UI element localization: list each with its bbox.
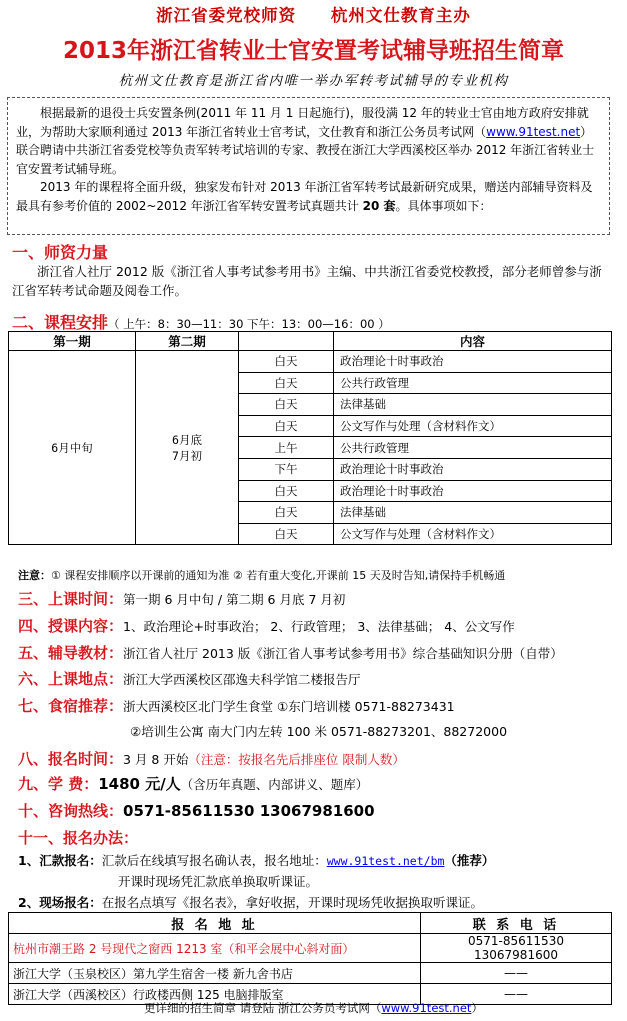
section-7-title: 七、食宿推荐： (18, 697, 124, 715)
col-header-time (239, 332, 334, 351)
intro-paragraph-1 (16, 104, 601, 178)
footer-link[interactable]: www.91test.net (381, 1001, 472, 1015)
col-header-address: 报 名 地 址 (9, 913, 421, 934)
hotline-numbers: 0571-85611530 13067981600 (123, 802, 375, 820)
section-4 (18, 615, 515, 636)
content-cell: 政治理论十时事政治 (334, 480, 612, 502)
section-5 (18, 642, 563, 663)
section-10 (18, 800, 375, 821)
tuition-price: 1480 元/人 (98, 775, 181, 793)
section-6-title: 六、上课地点： (18, 670, 124, 688)
section-9-title: 九、学 费： (18, 775, 99, 793)
section-1-body: 浙江省人社厅 2012 版《浙江省人事考试参考用书》主编、中共浙江省委党校教授，部分老师曾参与浙江省军转考试命题及阅卷工作。 (12, 264, 602, 298)
content-cell: 法律基础 (334, 502, 612, 524)
section-1-title: 一、师资力量 (12, 243, 109, 262)
section-6-body: 浙江大学西溪校区邵逸夫科学馆二楼报告厅 (123, 672, 361, 687)
page-title: 2013年浙江省转业士官安置考试辅导班招生简章 (62, 38, 564, 64)
note-label: 注意： (18, 569, 51, 582)
intro-paragraph-2 (16, 178, 601, 215)
section-4-body: 1、政治理论+时事政治； 2、行政管理； 3、法律基础； 4、公文写作 (123, 619, 515, 634)
time-cell: 白天 (239, 415, 334, 437)
footer-end: ） (471, 1001, 483, 1015)
method-1-line-2: 开课时现场凭汇款底单换取听课证。 (118, 874, 319, 889)
section-7-line-1: 浙大西溪校区北门学生食堂 ①东门培训楼 0571-88273431 (123, 699, 455, 714)
phone-cell: —— (421, 984, 612, 1005)
method-1 (18, 851, 494, 869)
time-cell: 白天 (239, 394, 334, 416)
registration-link[interactable]: www.91test.net/bm (326, 854, 445, 868)
time-cell: 白天 (239, 523, 334, 545)
intro-box (7, 97, 610, 235)
address-table (8, 912, 612, 1005)
address-cell: 浙江大学（玉泉校区）第九学生宿舍一楼 新九舍书店 (9, 963, 421, 984)
section-2-heading (12, 310, 390, 333)
section-10-title: 十、咨询热线： (18, 802, 124, 820)
table-row (9, 934, 612, 963)
address-cell: 杭州市潮王路 2 号现代之窗西 1213 室（和平会展中心斜对面） (9, 934, 421, 963)
method-1-text: 汇款后在线填写报名确认表，报名地址： (101, 853, 327, 868)
time-cell: 上午 (239, 437, 334, 459)
address-header-row (9, 913, 612, 934)
section-2-title: 二、课程安排 (12, 313, 109, 332)
content-cell: 法律基础 (334, 394, 612, 416)
content-cell: 政治理论十时事政治 (334, 351, 612, 373)
section-7-line-2: ②培训生公寓 南大门内左转 100 米 0571-88273201、88272000 (130, 724, 508, 739)
content-cell: 公文写作与处理（含材料作文） (334, 523, 612, 545)
section-7 (18, 695, 455, 716)
section-3-body: 第一期 6 月中旬 / 第二期 6 月底 7 月初 (123, 592, 346, 607)
content-cell: 公文写作与处理（含材料作文） (334, 415, 612, 437)
table-row (9, 963, 612, 984)
period-1-cell: 6月中旬 (9, 351, 136, 545)
section-4-title: 四、授课内容： (18, 617, 124, 635)
time-cell: 白天 (239, 502, 334, 524)
time-cell: 白天 (239, 372, 334, 394)
col-header-phone: 联 系 电 话 (421, 913, 612, 934)
time-cell: 下午 (239, 458, 334, 480)
intro-bold: 20 套 (362, 198, 396, 213)
footer-text: 更详细的招生简章 请登陆 浙江公务员考试网（ (144, 1001, 382, 1015)
section-5-title: 五、辅导教材： (18, 644, 124, 662)
schedule-header-row (9, 332, 612, 351)
col-header-period-1: 第一期 (9, 332, 136, 351)
period-2-cell (136, 351, 239, 545)
section-3 (18, 588, 345, 609)
intro-text: 根据最新的退役士兵安置条例(2011 年 11 月 1 日起施行)，服役满 12 年的转业士官由地方政府安排就业，为帮助大家顺利通过 2013 年浙江省转业士官考试，文仕教育和浙江公务员考试网（ (16, 106, 589, 139)
section-9 (18, 773, 368, 794)
section-8-title: 八、报名时间： (18, 750, 124, 768)
note-text: ① 课程安排顺序以开课前的通知为准 ② 若有重大变化,开课前 15 天及时告知,请保持手机畅通 (51, 569, 506, 582)
website-link[interactable]: www.91test.net (486, 124, 581, 139)
content-cell: 公共行政管理 (334, 437, 612, 459)
table-row (9, 351, 612, 373)
period-2-line-2: 7月初 (172, 448, 202, 463)
schedule-table (8, 331, 612, 545)
org-name-wenshi: 杭州文仕教育主办 (330, 6, 471, 25)
phone-cell: —— (421, 963, 612, 984)
footer (0, 1000, 627, 1016)
method-1-recommend: （推荐） (444, 853, 495, 868)
method-2 (18, 893, 483, 911)
method-2-label: 2、现场报名： (18, 895, 102, 910)
method-1-label: 1、汇款报名： (18, 853, 102, 868)
section-8-body: 3 月 8 开始 (123, 752, 189, 767)
col-header-content: 内容 (334, 332, 612, 351)
section-5-body: 浙江省人社厅 2013 版《浙江省人事考试参考用书》综合基础知识分册（自带） (123, 646, 563, 661)
intro-text: 。具体事项如下： (395, 198, 492, 213)
section-3-title: 三、上课时间： (18, 590, 124, 608)
period-2-line-1: 6月底 (172, 432, 202, 447)
section-8-note: （注意：按报名先后排座位 限制人数） (188, 752, 405, 767)
content-cell: 公共行政管理 (334, 372, 612, 394)
intro-text: ）联合聘请中共浙江省委党校等负责军转考试培训的专家、教授在浙江大学西溪校区举办 2012 年浙江省转业士官安置考试辅导班。 (16, 124, 595, 176)
org-name-party-school: 浙江省委党校师资 (156, 6, 297, 25)
address-cell: 浙江大学（西溪校区）行政楼西侧 125 电脑排版室 (9, 984, 421, 1005)
page-subtitle: 杭州文仕教育是浙江省内唯一举办军转考试辅导的专业机构 (118, 73, 509, 89)
col-header-period-2: 第二期 (136, 332, 239, 351)
phone-cell: 0571-85611530 13067981600 (421, 934, 612, 963)
section-6 (18, 668, 361, 689)
tuition-note: （含历年真题、内部讲义、题库） (180, 777, 369, 792)
schedule-note (18, 567, 505, 583)
section-11-title: 十一、报名办法： (18, 829, 139, 847)
time-cell: 白天 (239, 351, 334, 373)
method-2-text: 在报名点填写《报名表》，拿好收据，开课时现场凭收据换取听课证。 (101, 895, 483, 910)
content-cell: 政治理论十时事政治 (334, 458, 612, 480)
time-cell: 白天 (239, 480, 334, 502)
class-time-note: （ 上午：8：30—11：30 下午：13：00—16：00 ） (108, 317, 390, 331)
org-header (0, 2, 627, 26)
section-8 (18, 748, 405, 769)
intro-text: 2013 年的课程将全面升级，独家发布针对 2013 年浙江省军转考试最新研究成果，赠送内部辅导资料及最具有参考价值的 2002~2012 年浙江省军转安置考试真题共计 (16, 180, 593, 213)
